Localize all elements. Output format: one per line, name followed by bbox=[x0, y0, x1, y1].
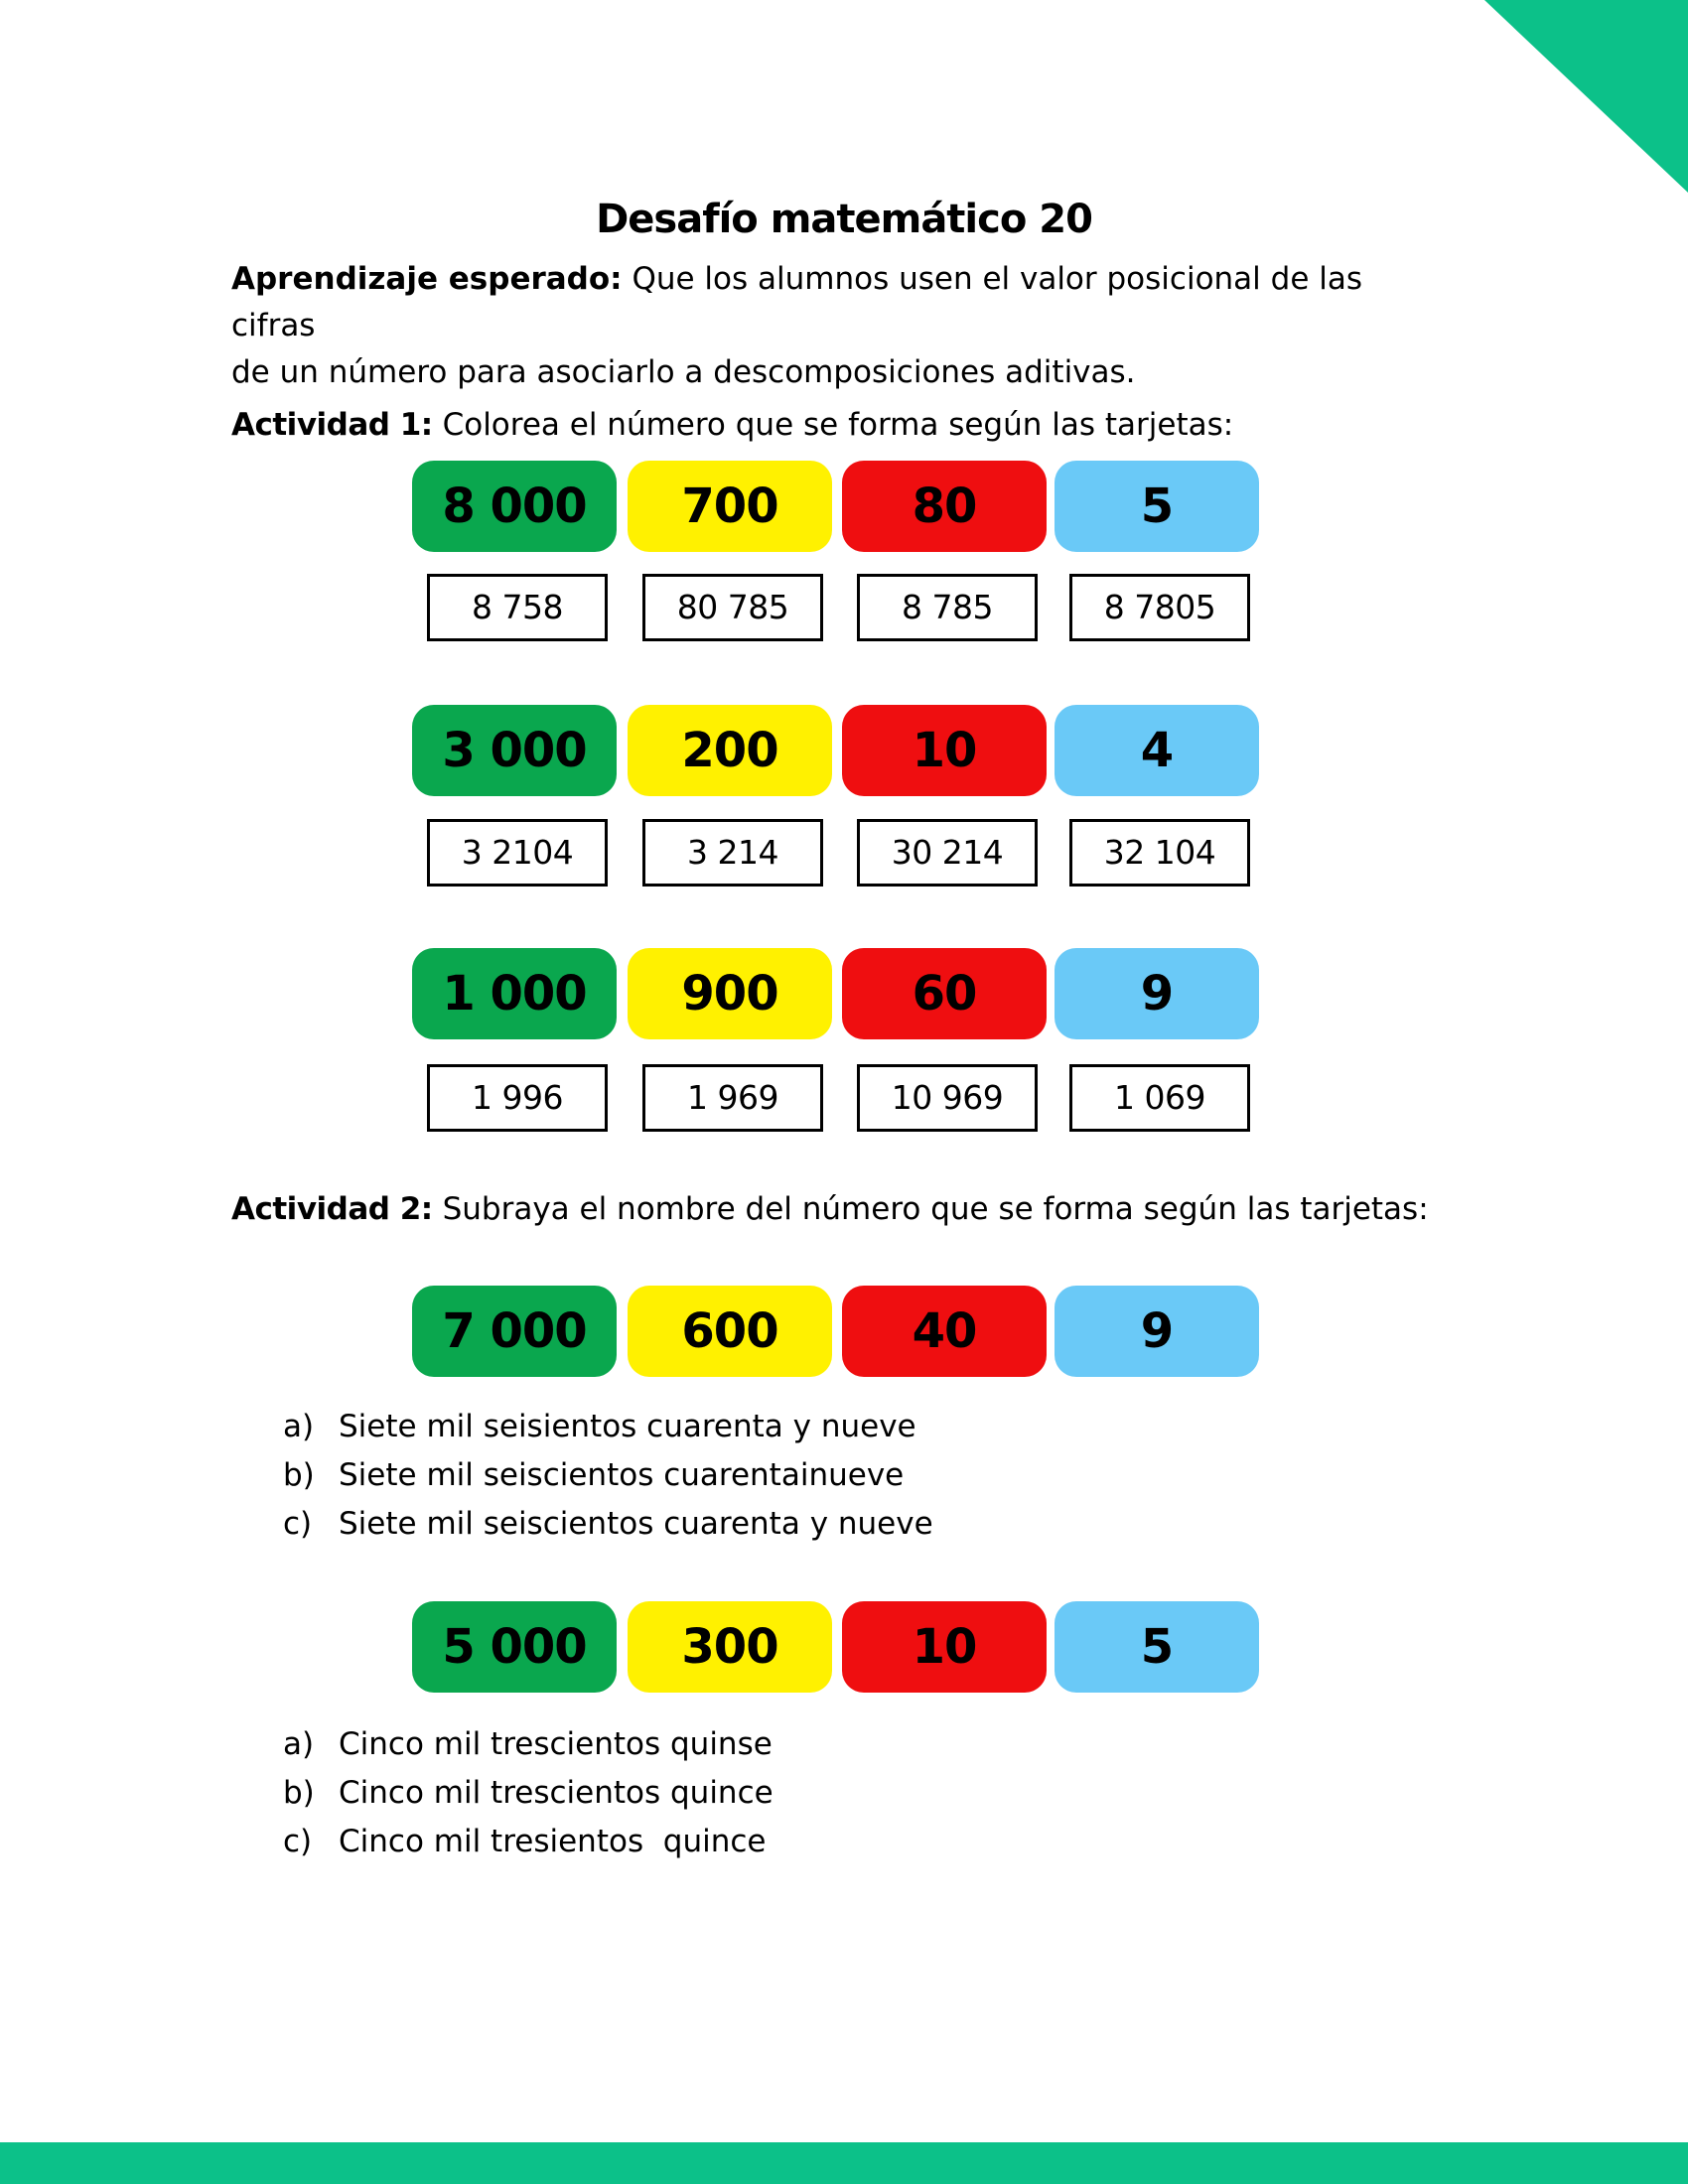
number-card-tens: 10 bbox=[842, 1601, 1047, 1693]
option-letter: c) bbox=[283, 1823, 313, 1859]
card-row-2 bbox=[0, 705, 1688, 796]
card-row-3 bbox=[0, 948, 1688, 1039]
learning-goal-line2: de un número para asociarlo a descomposiciones aditivas. bbox=[231, 354, 1136, 390]
answer-option[interactable] bbox=[283, 1450, 933, 1499]
activity1-instruction: Colorea el número que se forma según las tarjetas: bbox=[442, 407, 1234, 443]
answer-choices-row-2 bbox=[0, 819, 1688, 910]
option-text: Cinco mil tresientos quince bbox=[339, 1823, 767, 1859]
page-title: Desafío matemático 20 bbox=[596, 197, 1092, 242]
learning-goal-label: Aprendizaje esperado: bbox=[231, 261, 623, 297]
option-text: Siete mil seiscientos cuarentainueve bbox=[339, 1456, 905, 1493]
learning-goal-line1 bbox=[231, 256, 1443, 349]
number-card-ones: 9 bbox=[1055, 948, 1259, 1039]
answer-box[interactable]: 10 969 bbox=[857, 1064, 1038, 1132]
number-card-thousands: 1 000 bbox=[412, 948, 617, 1039]
number-card-thousands: 7 000 bbox=[412, 1286, 617, 1377]
number-card-hundreds: 200 bbox=[628, 705, 832, 796]
number-card-thousands: 5 000 bbox=[412, 1601, 617, 1693]
answer-box[interactable]: 3 2104 bbox=[427, 819, 608, 887]
activity2-label: Actividad 2: bbox=[231, 1191, 433, 1227]
option-letter: a) bbox=[283, 1408, 315, 1444]
answer-option[interactable] bbox=[283, 1402, 933, 1450]
learning-goal-text1: Que los alumnos usen el valor posicional de las cifras bbox=[231, 261, 1363, 343]
option-text: Cinco mil trescientos quinse bbox=[339, 1725, 773, 1762]
activity1-heading bbox=[231, 407, 1233, 443]
number-card-ones: 9 bbox=[1055, 1286, 1259, 1377]
learning-goal bbox=[231, 256, 1443, 396]
number-card-tens: 40 bbox=[842, 1286, 1047, 1377]
option-letter: a) bbox=[283, 1725, 315, 1762]
card-row-4 bbox=[0, 1286, 1688, 1377]
answer-box[interactable]: 30 214 bbox=[857, 819, 1038, 887]
answer-box[interactable]: 1 069 bbox=[1069, 1064, 1250, 1132]
answer-box[interactable]: 8 758 bbox=[427, 574, 608, 641]
answer-box[interactable]: 3 214 bbox=[642, 819, 823, 887]
options-list-2 bbox=[283, 1719, 774, 1865]
corner-triangle-decoration bbox=[1484, 0, 1688, 193]
number-card-hundreds: 600 bbox=[628, 1286, 832, 1377]
answer-option[interactable] bbox=[283, 1817, 774, 1865]
option-text: Siete mil seiscientos cuarenta y nueve bbox=[339, 1505, 933, 1542]
answer-choices-row-1 bbox=[0, 574, 1688, 665]
number-card-tens: 10 bbox=[842, 705, 1047, 796]
answer-box[interactable]: 1 996 bbox=[427, 1064, 608, 1132]
footer-bar-decoration bbox=[0, 2142, 1688, 2184]
activity2-heading bbox=[231, 1191, 1429, 1227]
number-card-tens: 60 bbox=[842, 948, 1047, 1039]
activity2-instruction: Subraya el nombre del número que se forma según las tarjetas: bbox=[442, 1191, 1429, 1227]
number-card-thousands: 8 000 bbox=[412, 461, 617, 552]
number-card-hundreds: 700 bbox=[628, 461, 832, 552]
answer-box[interactable]: 8 7805 bbox=[1069, 574, 1250, 641]
card-row-5 bbox=[0, 1601, 1688, 1693]
number-card-thousands: 3 000 bbox=[412, 705, 617, 796]
number-card-hundreds: 300 bbox=[628, 1601, 832, 1693]
number-card-ones: 5 bbox=[1055, 461, 1259, 552]
answer-box[interactable]: 1 969 bbox=[642, 1064, 823, 1132]
option-text: Siete mil seisientos cuarenta y nueve bbox=[339, 1408, 916, 1444]
option-letter: b) bbox=[283, 1456, 315, 1493]
answer-choices-row-3 bbox=[0, 1064, 1688, 1156]
answer-option[interactable] bbox=[283, 1768, 774, 1817]
answer-box[interactable]: 8 785 bbox=[857, 574, 1038, 641]
number-card-tens: 80 bbox=[842, 461, 1047, 552]
number-card-hundreds: 900 bbox=[628, 948, 832, 1039]
answer-box[interactable]: 32 104 bbox=[1069, 819, 1250, 887]
number-card-ones: 5 bbox=[1055, 1601, 1259, 1693]
option-text: Cinco mil trescientos quince bbox=[339, 1774, 774, 1811]
activity1-label: Actividad 1: bbox=[231, 407, 433, 443]
options-list-1 bbox=[283, 1402, 933, 1548]
answer-option[interactable] bbox=[283, 1499, 933, 1548]
option-letter: c) bbox=[283, 1505, 313, 1542]
card-row-1 bbox=[0, 461, 1688, 552]
option-letter: b) bbox=[283, 1774, 315, 1811]
number-card-ones: 4 bbox=[1055, 705, 1259, 796]
answer-box[interactable]: 80 785 bbox=[642, 574, 823, 641]
answer-option[interactable] bbox=[283, 1719, 774, 1768]
